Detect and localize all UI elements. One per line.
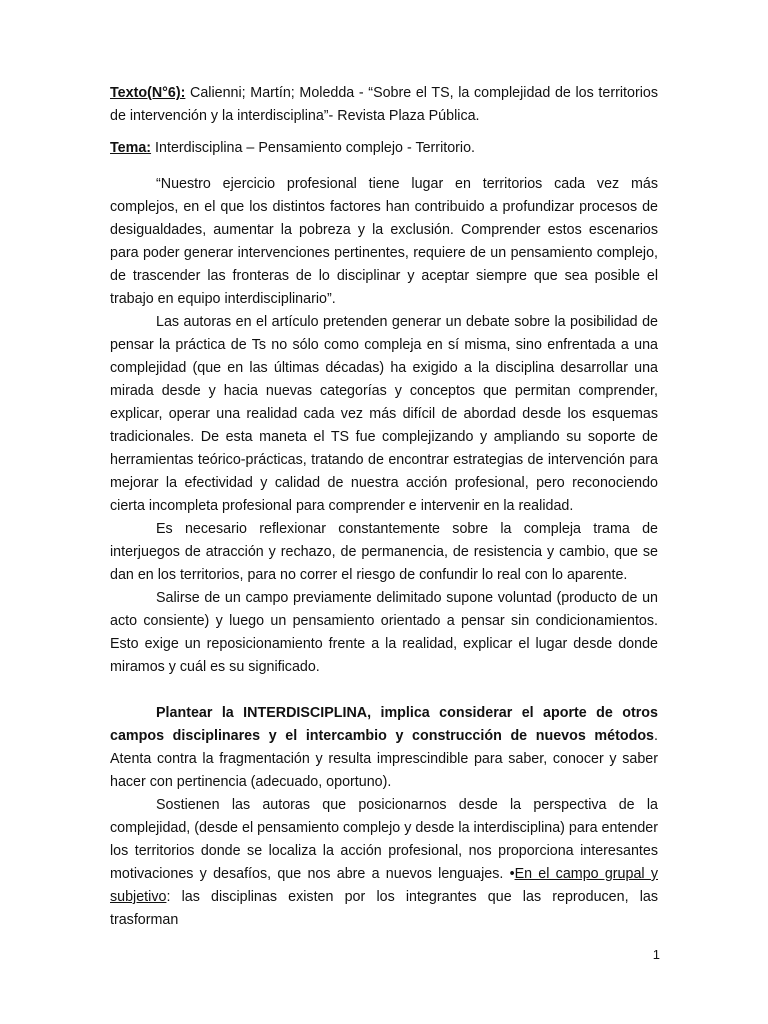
group-field-heading: En el campo grupal y subjetivo: [110, 866, 658, 905]
tema-value: Interdisciplina – Pensamiento complejo - Territorio.: [155, 140, 476, 156]
document-body: [110, 82, 658, 932]
paragraph-reflection: Es necesario reflexionar constantemente sobre la compleja trama de interjuegos de atracción y rechazo, de permanencia, de resistencia y cambio, que se dan en los territorios, para no correr el riesgo de confundir lo real con lo aparente.: [110, 521, 658, 583]
tema-label: Tema:: [110, 140, 152, 156]
paragraph-quote: “Nuestro ejercicio profesional tiene lugar en territorios cada vez más complejos, en el que los distintos factores han contribuido a profundizar procesos de desigualdades, aumentar la pobreza y la exclusión. Comprender estos escenarios para poder generar intervenciones pertinentes, requiere de un pensamiento complejo, de trascender las fronteras de lo disciplinar y aceptar siempre que sea posible el trabajo en equipo interdisciplinario”.: [110, 176, 658, 307]
complexity-continuation: : las disciplinas existen por los integrantes que las reproducen, las trasforman: [110, 889, 658, 928]
paragraph-complexity: [110, 794, 658, 932]
paragraph-field: Salirse de un campo previamente delimitado supone voluntad (producto de un acto consiente) y luego un pensamiento orientado a pensar sin condicionamientos. Esto exige un reposicionamiento frente a la realidad, explicar el lugar desde donde miramos y cuál es su significado.: [110, 590, 658, 675]
interdisciplina-text: . Atenta contra la fragmentación y resulta imprescindible para saber, conocer y saber hacer con pertinencia (adecuado, oportuno).: [110, 728, 658, 790]
paragraph-interdisciplina: [110, 702, 658, 794]
texto-citation: Calienni; Martín; Moledda - “Sobre el TS, la complejidad de los territorios de intervención y la interdisciplina”- Revista Plaza Pública.: [110, 85, 658, 124]
texto-label: Texto(N°6):: [110, 85, 186, 101]
page-number: 1: [652, 947, 660, 962]
interdisciplina-emphasis: Plantear la INTERDISCIPLINA, implica considerar el aporte de otros campos disciplinares y el intercambio y construcción de nuevos métodos: [110, 705, 658, 744]
complexity-text: Sostienen las autoras que posicionarnos desde la perspectiva de la complejidad, (desde el pensamiento complejo y desde la interdisciplina) para entender los territorios donde se localiza la acción profesional, nos proporciona interesantes motivaciones y desafíos, que nos abre a nuevos lenguajes. •: [110, 797, 658, 882]
paragraph-authors: Las autoras en el artículo pretenden generar un debate sobre la posibilidad de pensar la práctica de Ts no sólo como compleja en sí misma, sino enfrentada a una complejidad (que en las últimas décadas) ha exigido a la disciplina desarrollar una mirada desde y hacia nuevas categorías y conceptos que permitan comprender, explicar, operar una realidad cada vez más difícil de abordad desde los esquemas tradicionales. De esta maneta el TS fue complejizando y ampliando su soporte de herramientas teórico-prácticas, tratando de encontrar estrategias de intervención para mejorar la efectividad y calidad de nuestra acción profesional, pero reconociendo cierta incompleta profesional para comprender e intervenir en la realidad.: [110, 314, 658, 514]
reference-line: [110, 82, 658, 128]
topic-line: [110, 137, 658, 160]
